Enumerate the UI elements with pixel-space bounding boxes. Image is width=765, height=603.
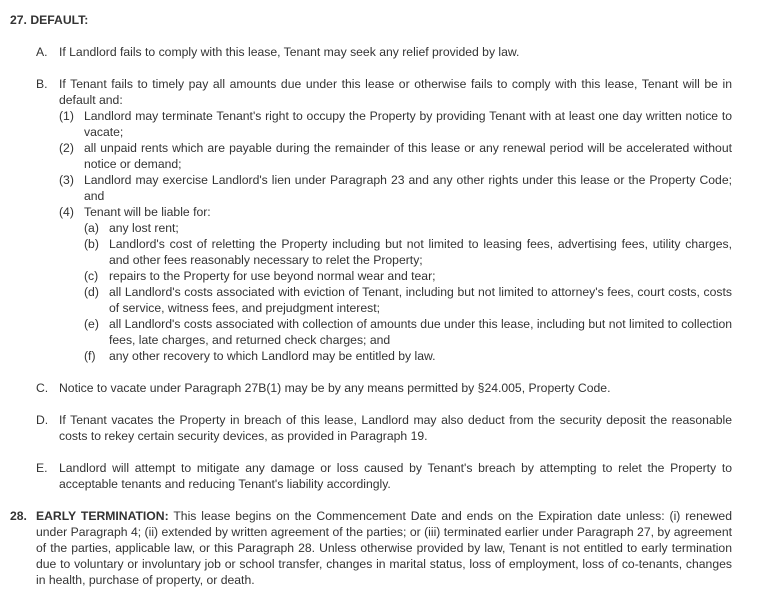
- section-27-heading: 27. DEFAULT:: [10, 13, 89, 27]
- subitem-letter: (b): [84, 237, 99, 251]
- subitem-text: all Landlord's costs associated with collection of amounts due under this lease, including but not limited to collection fees, late charges, and returned check charges; and: [109, 317, 732, 347]
- clause-27c: [36, 380, 732, 396]
- subitem-letter: (d): [84, 285, 99, 299]
- subitem-d: [84, 284, 732, 316]
- subclause-1: [59, 108, 732, 140]
- section-28-number: 28.: [10, 509, 27, 523]
- subitem-text: any lost rent;: [109, 221, 179, 235]
- clause-letter: C.: [36, 381, 49, 395]
- clause-text: Notice to vacate under Paragraph 27B(1) may be by any means permitted by §24.005, Property Code.: [59, 381, 611, 395]
- subitem-letter: (c): [84, 269, 99, 283]
- subitem-a: [84, 220, 732, 236]
- subclause-text: Tenant will be liable for:: [84, 205, 211, 219]
- subclause-text: Landlord may exercise Landlord's lien under Paragraph 23 and any other rights under this lease or the Property Code; and: [84, 173, 732, 203]
- subclause-number: (2): [59, 141, 74, 155]
- clause-text: If Tenant vacates the Property in breach of this lease, Landlord may also deduct from the security deposit the reasonable costs to rekey certain security devices, as provided in Paragraph 19.: [59, 413, 732, 443]
- clause-letter: B.: [36, 77, 48, 91]
- clause-text: Landlord will attempt to mitigate any damage or loss caused by Tenant's breach by attempting to relet the Property to acceptable tenants and reducing Tenant's liability accordingly.: [59, 461, 732, 491]
- section-28-body: [36, 508, 732, 588]
- clause-text: If Landlord fails to comply with this lease, Tenant may seek any relief provided by law.: [59, 45, 520, 59]
- subclause-number: (1): [59, 109, 74, 123]
- subitem-b: [84, 236, 732, 268]
- clause-27d: [36, 412, 732, 444]
- subitem-text: any other recovery to which Landlord may be entitled by law.: [109, 349, 436, 363]
- subitem-letter: (a): [84, 221, 99, 235]
- subclause-4: [59, 204, 732, 364]
- clause-intro: If Tenant fails to timely pay all amounts due under this lease or otherwise fails to comply with this lease, Tenant will be in default and:: [59, 77, 732, 107]
- clause-body: [59, 76, 732, 364]
- subitem-text: all Landlord's costs associated with eviction of Tenant, including but not limited to attorney's fees, court costs, costs of service, witness fees, and prejudgment interest;: [109, 285, 732, 315]
- subclause-3: [59, 172, 732, 204]
- subitem-c: [84, 268, 732, 284]
- subclause-number: (4): [59, 205, 74, 219]
- clause-27e: [36, 460, 732, 492]
- section-28: [10, 508, 732, 588]
- subclause-2: [59, 140, 732, 172]
- clause-letter: E.: [36, 461, 48, 475]
- section-28-text: This lease begins on the Commencement Date and ends on the Expiration date unless: (i) renewed under Paragraph 4; (ii) extended by written agreement of the parties; or (iii) terminated earlier under Paragraph 27, by agreement of the parties, applicable law, or this Paragraph 28. Unless otherwise provided by law, Tenant is not entitled to early termination due to voluntary or involuntary job or school transfer, changes in marital status, loss of employment, loss of co-tenants, changes in health, purchase of property, or death.: [36, 509, 732, 587]
- subclause-text: all unpaid rents which are payable during the remainder of this lease or any renewal period will be accelerated without notice or demand;: [84, 141, 732, 171]
- subitem-text: Landlord's cost of reletting the Property including but not limited to leasing fees, advertising fees, utility charges, and other fees reasonably necessary to relet the Property;: [109, 237, 732, 267]
- clause-27b: [36, 76, 732, 364]
- subitem-e: [84, 316, 732, 348]
- subclause-body: [84, 204, 732, 364]
- subclause-number: (3): [59, 173, 74, 187]
- subitem-f: [84, 348, 732, 364]
- subclause-text: Landlord may terminate Tenant's right to occupy the Property by providing Tenant with at least one day written notice to vacate;: [84, 109, 732, 139]
- clause-letter: A.: [36, 45, 48, 59]
- subitem-letter: (e): [84, 317, 99, 331]
- clause-27a: [36, 44, 732, 60]
- section-28-heading: EARLY TERMINATION:: [36, 509, 169, 523]
- subitem-text: repairs to the Property for use beyond normal wear and tear;: [109, 269, 436, 283]
- subitem-letter: (f): [84, 349, 96, 363]
- clause-letter: D.: [36, 413, 49, 427]
